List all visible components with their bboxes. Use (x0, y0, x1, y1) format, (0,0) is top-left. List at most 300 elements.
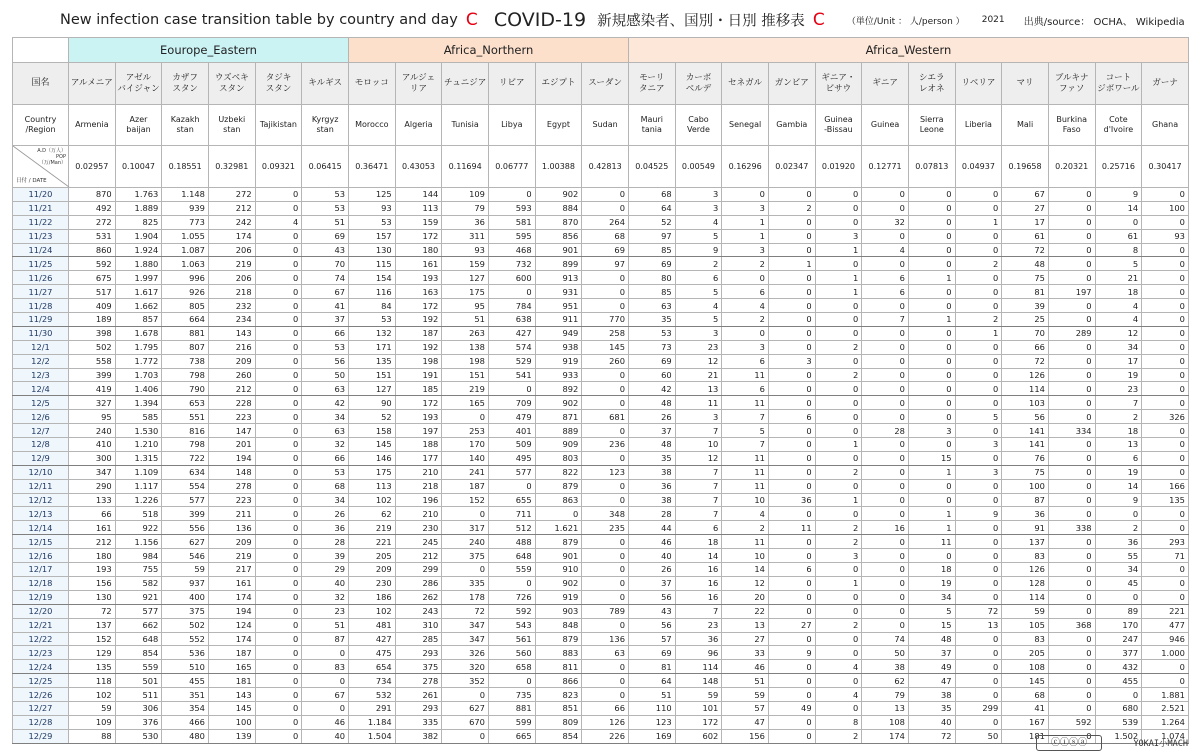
case-count-cell: 3 (675, 188, 722, 202)
case-count-cell: 0 (255, 729, 302, 743)
population-value: 0.09321 (255, 146, 302, 188)
date-cell: 11/20 (13, 188, 69, 202)
title-c-mark-2: C (812, 10, 825, 30)
case-count-cell: 0 (1142, 313, 1189, 327)
case-count-cell: 230 (395, 521, 442, 535)
case-count-cell: 56 (628, 618, 675, 632)
case-count-cell: 34 (1095, 563, 1142, 577)
case-count-cell: 143 (208, 688, 255, 702)
case-count-cell: 0 (908, 382, 955, 396)
case-count-cell: 3 (768, 354, 815, 368)
case-count-cell: 11 (722, 465, 769, 479)
case-count-cell: 61 (1095, 229, 1142, 243)
case-count-cell: 66 (69, 507, 116, 521)
case-count-cell: 879 (535, 479, 582, 493)
case-count-cell: 870 (69, 188, 116, 202)
case-count-cell: 101 (675, 701, 722, 715)
case-count-cell: 495 (488, 451, 535, 465)
case-count-cell: 47 (908, 674, 955, 688)
date-cell: 11/30 (13, 326, 69, 340)
case-count-cell: 711 (488, 507, 535, 521)
case-count-cell: 161 (208, 576, 255, 590)
case-count-cell: 175 (349, 465, 396, 479)
case-count-cell: 289 (1048, 326, 1095, 340)
case-count-cell: 0 (255, 715, 302, 729)
table-row (13, 326, 1189, 340)
case-count-cell: 1.530 (115, 424, 162, 438)
country-jp-name: モーリ タニア (628, 63, 675, 105)
case-count-cell: 247 (1095, 632, 1142, 646)
case-count-cell: 1 (908, 507, 955, 521)
case-count-cell: 0 (955, 646, 1002, 660)
case-count-cell: 857 (115, 313, 162, 327)
case-count-cell: 185 (395, 382, 442, 396)
case-count-cell: 0 (955, 382, 1002, 396)
case-count-cell: 0 (908, 438, 955, 452)
case-count-cell: 36 (302, 521, 349, 535)
population-value: 0.20321 (1048, 146, 1095, 188)
case-count-cell: 1.315 (115, 451, 162, 465)
case-count-cell: 352 (442, 674, 489, 688)
case-count-cell: 63 (302, 424, 349, 438)
case-count-cell: 286 (395, 576, 442, 590)
case-count-cell: 4 (1095, 313, 1142, 327)
date-cell: 12/19 (13, 590, 69, 604)
case-count-cell: 0 (1142, 368, 1189, 382)
case-count-cell: 481 (349, 618, 396, 632)
case-count-cell: 27 (1002, 201, 1049, 215)
case-count-cell: 0 (815, 479, 862, 493)
date-cell: 12/3 (13, 368, 69, 382)
case-count-cell: 5 (675, 229, 722, 243)
case-count-cell: 7 (675, 493, 722, 507)
case-count-cell: 209 (208, 354, 255, 368)
case-count-cell: 37 (302, 313, 349, 327)
title-covid: COVID-19 (493, 9, 587, 31)
case-count-cell: 0 (1095, 215, 1142, 229)
case-count-cell: 139 (208, 729, 255, 743)
case-count-cell: 0 (862, 451, 909, 465)
date-cell: 12/6 (13, 410, 69, 424)
case-count-cell: 188 (395, 438, 442, 452)
case-count-cell: 212 (208, 382, 255, 396)
case-count-cell: 0 (815, 396, 862, 410)
case-count-cell: 0 (255, 243, 302, 257)
case-count-cell: 67 (302, 285, 349, 299)
case-count-cell: 72 (908, 729, 955, 743)
table-row (13, 215, 1189, 229)
country-en-name: Sierra Leone (908, 105, 955, 146)
case-count-cell: 0 (1048, 563, 1095, 577)
case-count-cell: 902 (535, 188, 582, 202)
case-count-cell: 93 (1142, 229, 1189, 243)
case-count-cell: 0 (815, 507, 862, 521)
case-count-cell: 0 (1048, 396, 1095, 410)
case-count-cell: 95 (442, 299, 489, 313)
country-jp-name: アゼル バイジャン (115, 63, 162, 105)
case-count-cell: 3 (722, 201, 769, 215)
case-count-cell: 14 (675, 549, 722, 563)
table-row (13, 493, 1189, 507)
case-count-cell: 3 (722, 340, 769, 354)
case-count-cell: 1.406 (115, 382, 162, 396)
case-count-cell: 561 (488, 632, 535, 646)
case-count-cell: 110 (628, 701, 675, 715)
case-count-cell: 0 (1142, 424, 1189, 438)
case-count-cell: 0 (908, 285, 955, 299)
case-count-cell: 0 (488, 188, 535, 202)
case-count-cell: 0 (1142, 354, 1189, 368)
case-count-cell: 0 (1095, 590, 1142, 604)
case-count-cell: 2 (768, 201, 815, 215)
case-count-cell: 109 (69, 715, 116, 729)
case-count-cell: 0 (582, 688, 629, 702)
case-count-cell: 1 (722, 215, 769, 229)
case-count-cell: 59 (722, 688, 769, 702)
case-count-cell: 88 (69, 729, 116, 743)
case-count-cell: 242 (208, 215, 255, 229)
population-value: 0.02957 (69, 146, 116, 188)
case-count-cell: 181 (1002, 729, 1049, 743)
population-unit-label (37, 148, 66, 166)
date-label: 日付 / DATE (16, 178, 47, 184)
case-count-cell: 903 (535, 604, 582, 618)
case-count-cell: 0 (815, 410, 862, 424)
case-count-cell: 559 (115, 660, 162, 674)
case-count-cell: 59 (69, 701, 116, 715)
case-count-cell: 1.678 (115, 326, 162, 340)
case-count-cell: 206 (208, 243, 255, 257)
case-count-cell: 0 (1048, 576, 1095, 590)
table-row (13, 271, 1189, 285)
case-count-cell: 848 (535, 618, 582, 632)
country-en-name: Kyrgyz stan (302, 105, 349, 146)
case-count-cell: 1 (815, 438, 862, 452)
country-jp-name: ブルキナ ファソ (1048, 63, 1095, 105)
case-count-cell: 0 (255, 396, 302, 410)
case-count-cell: 0 (255, 229, 302, 243)
case-count-cell: 2 (815, 535, 862, 549)
case-count-cell: 272 (69, 215, 116, 229)
case-count-cell: 0 (582, 660, 629, 674)
case-count-cell: 245 (395, 535, 442, 549)
case-count-cell: 0 (908, 257, 955, 271)
case-count-cell: 0 (1142, 451, 1189, 465)
case-count-cell: 0 (582, 271, 629, 285)
case-count-cell: 146 (349, 451, 396, 465)
case-count-cell: 822 (535, 465, 582, 479)
case-count-cell: 156 (69, 576, 116, 590)
case-count-cell: 488 (488, 535, 535, 549)
date-cell: 12/27 (13, 701, 69, 715)
case-count-cell: 0 (768, 632, 815, 646)
country-en-name: Algeria (395, 105, 442, 146)
case-count-cell: 40 (628, 549, 675, 563)
case-count-cell: 41 (302, 299, 349, 313)
case-count-cell: 40 (302, 729, 349, 743)
case-count-cell: 0 (255, 438, 302, 452)
case-count-cell: 0 (768, 313, 815, 327)
case-count-cell: 0 (768, 674, 815, 688)
case-count-cell: 0 (815, 382, 862, 396)
case-count-cell: 0 (255, 521, 302, 535)
case-count-cell: 2 (1095, 521, 1142, 535)
case-count-cell: 46 (722, 660, 769, 674)
case-count-cell: 0 (255, 549, 302, 563)
case-count-cell: 49 (768, 701, 815, 715)
case-count-cell: 0 (255, 576, 302, 590)
case-count-cell: 0 (302, 674, 349, 688)
case-count-cell: 17 (1095, 354, 1142, 368)
case-count-cell: 1.662 (115, 299, 162, 313)
case-count-cell: 0 (1048, 368, 1095, 382)
case-count-cell: 109 (442, 188, 489, 202)
case-count-cell: 726 (488, 590, 535, 604)
case-count-cell: 76 (1002, 451, 1049, 465)
case-count-cell: 317 (442, 521, 489, 535)
case-count-cell: 0 (1048, 604, 1095, 618)
case-count-cell: 211 (208, 507, 255, 521)
case-count-cell: 502 (162, 618, 209, 632)
case-count-cell: 0 (1142, 674, 1189, 688)
case-count-cell: 35 (908, 701, 955, 715)
case-count-cell: 127 (442, 271, 489, 285)
country-en-name: Tajikistan (255, 105, 302, 146)
case-count-cell: 655 (488, 493, 535, 507)
case-count-cell: 0 (768, 507, 815, 521)
case-count-cell: 0 (582, 674, 629, 688)
case-count-cell: 87 (302, 632, 349, 646)
case-count-cell: 653 (162, 396, 209, 410)
case-count-cell: 0 (815, 188, 862, 202)
case-count-cell: 63 (582, 646, 629, 660)
country-en-name: Ghana (1142, 105, 1189, 146)
case-count-cell: 0 (815, 313, 862, 327)
case-count-cell: 6 (675, 271, 722, 285)
country-en-name: Cabo Verde (675, 105, 722, 146)
case-count-cell: 0 (1048, 215, 1095, 229)
case-count-cell: 382 (395, 729, 442, 743)
case-count-cell: 230 (349, 576, 396, 590)
case-count-cell: 0 (955, 590, 1002, 604)
case-count-cell: 57 (628, 632, 675, 646)
table-row (13, 632, 1189, 646)
title-c-mark: C (465, 10, 478, 30)
case-count-cell: 0 (1048, 479, 1095, 493)
case-count-cell: 0 (442, 729, 489, 743)
case-count-cell: 2 (675, 257, 722, 271)
case-count-cell: 627 (442, 701, 489, 715)
case-count-cell: 1.703 (115, 368, 162, 382)
table-row (13, 382, 1189, 396)
case-count-cell: 21 (675, 368, 722, 382)
case-count-cell: 36 (1002, 507, 1049, 521)
case-count-cell: 66 (302, 451, 349, 465)
case-count-cell: 901 (535, 243, 582, 257)
case-count-cell: 910 (535, 563, 582, 577)
case-count-cell: 194 (208, 604, 255, 618)
case-count-cell: 32 (302, 438, 349, 452)
case-count-cell: 306 (115, 701, 162, 715)
case-count-cell: 0 (768, 368, 815, 382)
country-en-name: Gambia (768, 105, 815, 146)
case-count-cell: 0 (955, 715, 1002, 729)
case-count-cell: 0 (582, 479, 629, 493)
case-count-cell: 12 (1095, 326, 1142, 340)
case-count-cell: 0 (1142, 215, 1189, 229)
case-count-cell: 6 (862, 271, 909, 285)
case-count-cell: 5 (675, 313, 722, 327)
case-count-cell: 347 (442, 632, 489, 646)
case-count-cell: 38 (628, 493, 675, 507)
case-count-cell: 189 (69, 313, 116, 327)
case-count-cell: 2 (815, 521, 862, 535)
case-count-cell: 595 (488, 229, 535, 243)
case-count-cell: 49 (908, 660, 955, 674)
case-count-cell: 53 (349, 215, 396, 229)
case-count-cell: 532 (349, 688, 396, 702)
case-count-cell: 658 (488, 660, 535, 674)
brand-logo: YOKAI小MACH (1133, 739, 1188, 749)
case-count-cell: 5 (675, 285, 722, 299)
case-count-cell: 399 (69, 368, 116, 382)
license-badge: ⓒⓘⓢⓐ (1036, 735, 1102, 751)
date-cell: 12/29 (13, 729, 69, 743)
case-count-cell: 327 (69, 396, 116, 410)
case-count-cell: 0 (862, 549, 909, 563)
case-count-cell: 0 (908, 188, 955, 202)
date-cell: 12/15 (13, 535, 69, 549)
case-count-cell: 551 (162, 410, 209, 424)
case-count-cell: 1 (955, 215, 1002, 229)
case-count-cell: 11 (768, 521, 815, 535)
case-count-cell: 72 (1002, 354, 1049, 368)
case-count-cell: 0 (955, 354, 1002, 368)
case-count-cell: 2 (955, 313, 1002, 327)
case-count-cell: 0 (582, 563, 629, 577)
case-count-cell: 0 (1142, 326, 1189, 340)
country-en-name: Uzbeki stan (208, 105, 255, 146)
case-count-cell: 50 (862, 646, 909, 660)
case-count-cell: 546 (162, 549, 209, 563)
case-count-cell: 240 (69, 424, 116, 438)
case-count-cell: 6 (1095, 451, 1142, 465)
case-count-cell: 0 (768, 215, 815, 229)
case-count-cell: 2 (815, 465, 862, 479)
case-count-cell: 0 (768, 424, 815, 438)
table-row (13, 604, 1189, 618)
case-count-cell: 148 (208, 465, 255, 479)
case-count-cell: 0 (862, 257, 909, 271)
table-row (13, 354, 1189, 368)
case-count-cell: 1.156 (115, 535, 162, 549)
case-count-cell: 0 (255, 382, 302, 396)
country-jp-name: カザフ スタン (162, 63, 209, 105)
case-count-cell: 293 (1142, 535, 1189, 549)
case-count-cell: 1.117 (115, 479, 162, 493)
case-count-cell: 0 (862, 326, 909, 340)
case-count-cell: 0 (955, 674, 1002, 688)
case-count-cell: 0 (1048, 313, 1095, 327)
case-count-cell: 300 (69, 451, 116, 465)
case-count-cell: 8 (815, 715, 862, 729)
case-count-cell: 216 (208, 340, 255, 354)
case-count-cell: 0 (1048, 257, 1095, 271)
case-count-cell: 210 (395, 507, 442, 521)
case-count-cell: 0 (908, 201, 955, 215)
case-count-cell: 145 (1002, 674, 1049, 688)
case-count-cell: 375 (162, 604, 209, 618)
case-count-cell: 145 (582, 340, 629, 354)
case-count-cell: 870 (535, 215, 582, 229)
case-count-cell: 0 (1048, 507, 1095, 521)
case-count-cell: 0 (582, 493, 629, 507)
case-count-cell: 0 (862, 618, 909, 632)
case-count-cell: 97 (582, 257, 629, 271)
case-count-cell: 0 (255, 340, 302, 354)
case-count-cell: 602 (675, 729, 722, 743)
case-count-cell: 221 (349, 535, 396, 549)
case-count-cell: 585 (115, 410, 162, 424)
date-cell: 12/26 (13, 688, 69, 702)
country-jp-name: モロッコ (349, 63, 396, 105)
country-jp-row (13, 63, 1189, 105)
case-count-cell: 141 (1002, 438, 1049, 452)
case-count-cell: 0 (955, 660, 1002, 674)
case-count-cell: 161 (395, 257, 442, 271)
case-count-cell: 3 (722, 243, 769, 257)
case-count-cell: 197 (1048, 285, 1095, 299)
country-jp-name: ガンビア (768, 63, 815, 105)
case-count-cell: 166 (1142, 479, 1189, 493)
case-count-cell: 0 (768, 549, 815, 563)
population-value: 0.30417 (1142, 146, 1189, 188)
case-count-cell: 16 (862, 521, 909, 535)
case-count-cell: 48 (628, 396, 675, 410)
case-count-cell: 178 (442, 590, 489, 604)
case-count-cell: 75 (1002, 271, 1049, 285)
infection-table-container[interactable] (12, 37, 1188, 742)
case-count-cell: 816 (162, 424, 209, 438)
case-count-cell: 100 (208, 715, 255, 729)
case-count-cell: 42 (302, 396, 349, 410)
case-count-cell: 83 (1002, 549, 1049, 563)
case-count-cell: 0 (255, 688, 302, 702)
case-count-cell: 56 (628, 590, 675, 604)
case-count-cell: 59 (675, 688, 722, 702)
table-row (13, 257, 1189, 271)
case-count-cell: 807 (162, 340, 209, 354)
case-count-cell: 114 (1002, 590, 1049, 604)
case-count-cell: 7 (675, 479, 722, 493)
case-count-cell: 44 (628, 521, 675, 535)
case-count-cell: 28 (862, 424, 909, 438)
case-count-cell: 151 (349, 368, 396, 382)
case-count-cell: 0 (768, 688, 815, 702)
date-cell: 12/13 (13, 507, 69, 521)
case-count-cell: 38 (908, 688, 955, 702)
case-count-cell: 0 (768, 590, 815, 604)
case-count-cell: 0 (1048, 201, 1095, 215)
case-count-cell: 825 (115, 215, 162, 229)
case-count-cell: 0 (862, 576, 909, 590)
case-count-cell: 0 (582, 382, 629, 396)
case-count-cell: 7 (675, 465, 722, 479)
case-count-cell: 0 (255, 479, 302, 493)
country-en-name: Mauri tania (628, 105, 675, 146)
case-count-cell: 0 (302, 701, 349, 715)
case-count-cell: 536 (162, 646, 209, 660)
